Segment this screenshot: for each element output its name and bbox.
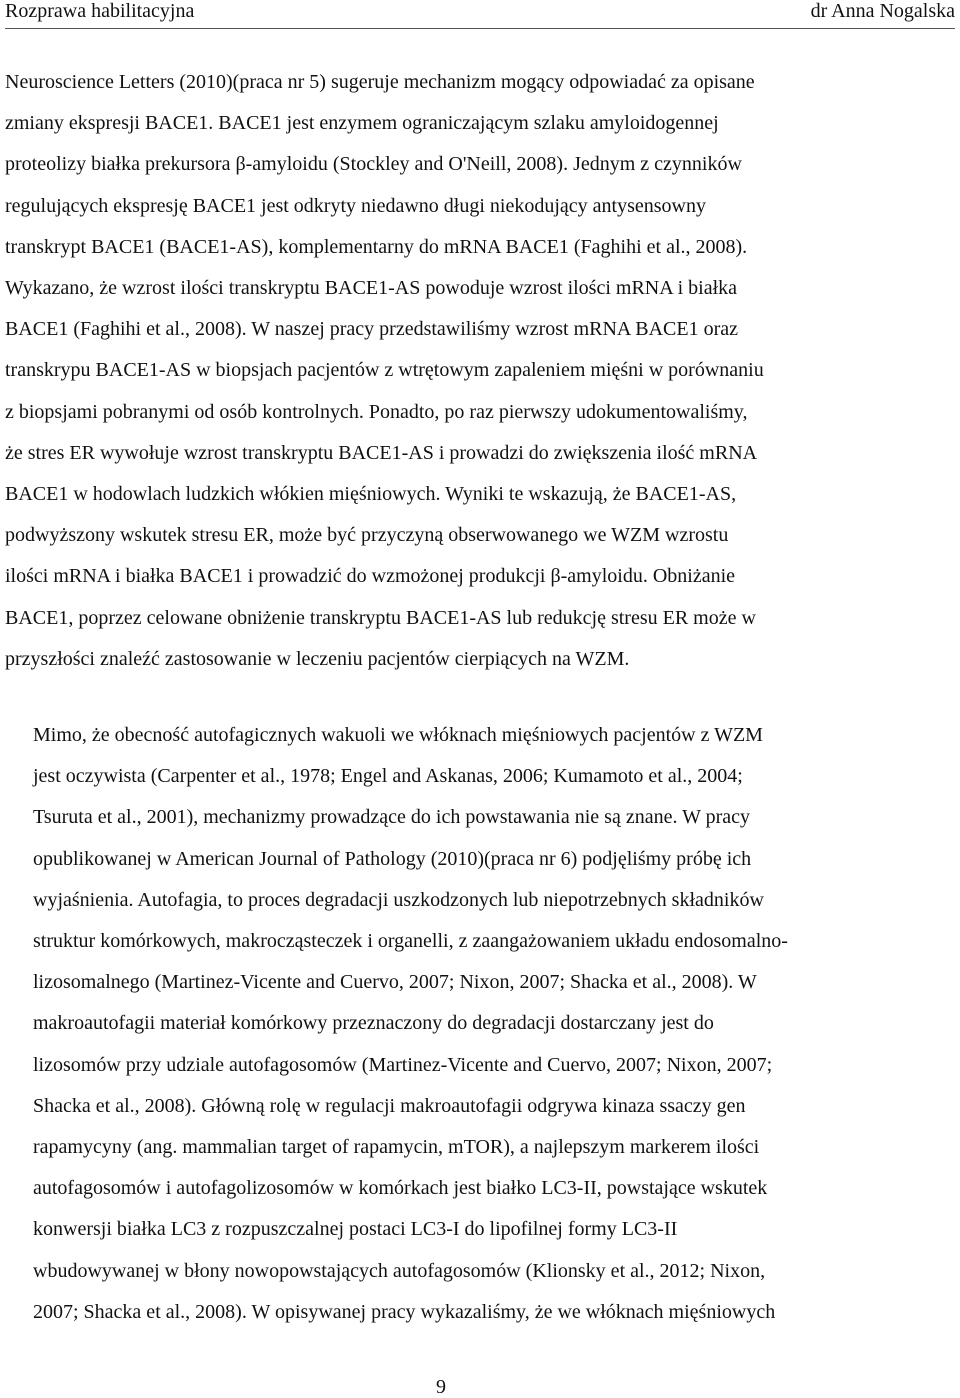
text-line: Neuroscience Letters (2010)(praca nr 5) sugeruje mechanizm mogący odpowiadać za opisane xyxy=(5,71,755,93)
page-header xyxy=(5,0,955,28)
text-line: lizosomów przy udziale autofagosomów (Martinez-Vicente and Cuervo, 2007; Nixon, 2007; xyxy=(33,1053,773,1076)
text-line: jest oczywista (Carpenter et al., 1978; Engel and Askanas, 2006; Kumamoto et al., 2004; xyxy=(33,765,743,788)
text-line: regulujących ekspresję BACE1 jest odkryty niedawno długi niekodujący antysensowny xyxy=(5,194,706,217)
text-line: Tsuruta et al., 2001), mechanizmy prowadzące do ich powstawania nie są znane. W pracy xyxy=(33,806,751,829)
text-line: makroautofagii materiał komórkowy przeznaczony do degradacji dostarczany jest do xyxy=(33,1012,714,1035)
text-line: opublikowanej w American Journal of Pathology (2010)(praca nr 6) podjęliśmy próbę ich xyxy=(33,847,752,870)
text-line: że stres ER wywołuje wzrost transkryptu BACE1-AS i prowadzi do zwiększenia ilość mRNA xyxy=(5,441,758,464)
paragraph-bace1 xyxy=(5,62,955,680)
page-number: 9 xyxy=(436,1376,446,1398)
text-line: BACE1, poprzez celowane obniżenie transkryptu BACE1-AS lub redukcję stresu ER może w xyxy=(5,606,756,629)
text-line: autofagosomów i autofagolizosomów w komórkach jest białko LC3-II, powstające wskutek xyxy=(33,1177,768,1200)
paragraph-autophagy xyxy=(5,715,955,1333)
text-line: wbudowywanej w błony nowopowstających autofagosomów (Klionsky et al., 2012; Nixon, xyxy=(33,1259,766,1282)
header-divider xyxy=(5,28,955,29)
header-author: dr Anna Nogalska xyxy=(810,0,955,22)
text-line: Mimo, że obecność autofagicznych wakuoli we włóknach mięśniowych pacjentów z WZM xyxy=(33,724,763,747)
text-line: Shacka et al., 2008). Główną rolę w regulacji makroautofagii odgrywa kinaza ssaczy gen xyxy=(33,1094,746,1117)
text-line: rapamycyny (ang. mammalian target of rapamycin, mTOR), a najlepszym markerem ilości xyxy=(33,1136,760,1159)
text-line: 2007; Shacka et al., 2008). W opisywanej pracy wykazaliśmy, że we włóknach mięśniowych xyxy=(33,1300,776,1323)
text-line: podwyższony wskutek stresu ER, może być przyczyną obserwowanego we WZM wzrostu xyxy=(5,524,729,547)
text-line: lizosomalnego (Martinez-Vicente and Cuervo, 2007; Nixon, 2007; Shacka et al., 2008). W xyxy=(33,971,757,994)
text-line: struktur komórkowych, makrocząsteczek i organelli, z zaangażowaniem układu endosomalno- xyxy=(33,930,788,953)
text-line: proteolizy białka prekursora β-amyloidu (Stockley and O'Neill, 2008). Jednym z czynników xyxy=(5,153,742,176)
text-line: BACE1 w hodowlach ludzkich włókien mięśniowych. Wyniki te wskazują, że BACE1-AS, xyxy=(5,483,737,506)
text-line: transkrypt BACE1 (BACE1-AS), komplementarny do mRNA BACE1 (Faghihi et al., 2008). xyxy=(5,235,748,258)
header-title: Rozprawa habilitacyjna xyxy=(5,0,195,22)
text-line: z biopsjami pobranymi od osób kontrolnych. Ponadto, po raz pierwszy udokumentowaliśmy, xyxy=(5,400,748,423)
text-line: transkrypu BACE1-AS w biopsjach pacjentów z wtrętowym zapaleniem mięśni w porównaniu xyxy=(5,359,764,382)
text-line: przyszłości znaleźć zastosowanie w leczeniu pacjentów cierpiących na WZM. xyxy=(5,647,630,670)
text-line: BACE1 (Faghihi et al., 2008). W naszej pracy przedstawiliśmy wzrost mRNA BACE1 oraz xyxy=(5,318,739,341)
document-body xyxy=(5,62,955,1333)
text-line: ilości mRNA i białka BACE1 i prowadzić do wzmożonej produkcji β-amyloidu. Obniżanie xyxy=(5,565,736,588)
text-line: konwersji białka LC3 z rozpuszczalnej postaci LC3-I do lipofilnej formy LC3-II xyxy=(33,1218,678,1241)
text-line: Wykazano, że wzrost ilości transkryptu BACE1-AS powoduje wzrost ilości mRNA i białka xyxy=(5,277,738,300)
text-line: wyjaśnienia. Autofagia, to proces degradacji uszkodzonych lub niepotrzebnych składników xyxy=(33,888,764,911)
text-line: zmiany ekspresji BACE1. BACE1 jest enzymem ograniczającym szlaku amyloidogennej xyxy=(5,112,719,135)
